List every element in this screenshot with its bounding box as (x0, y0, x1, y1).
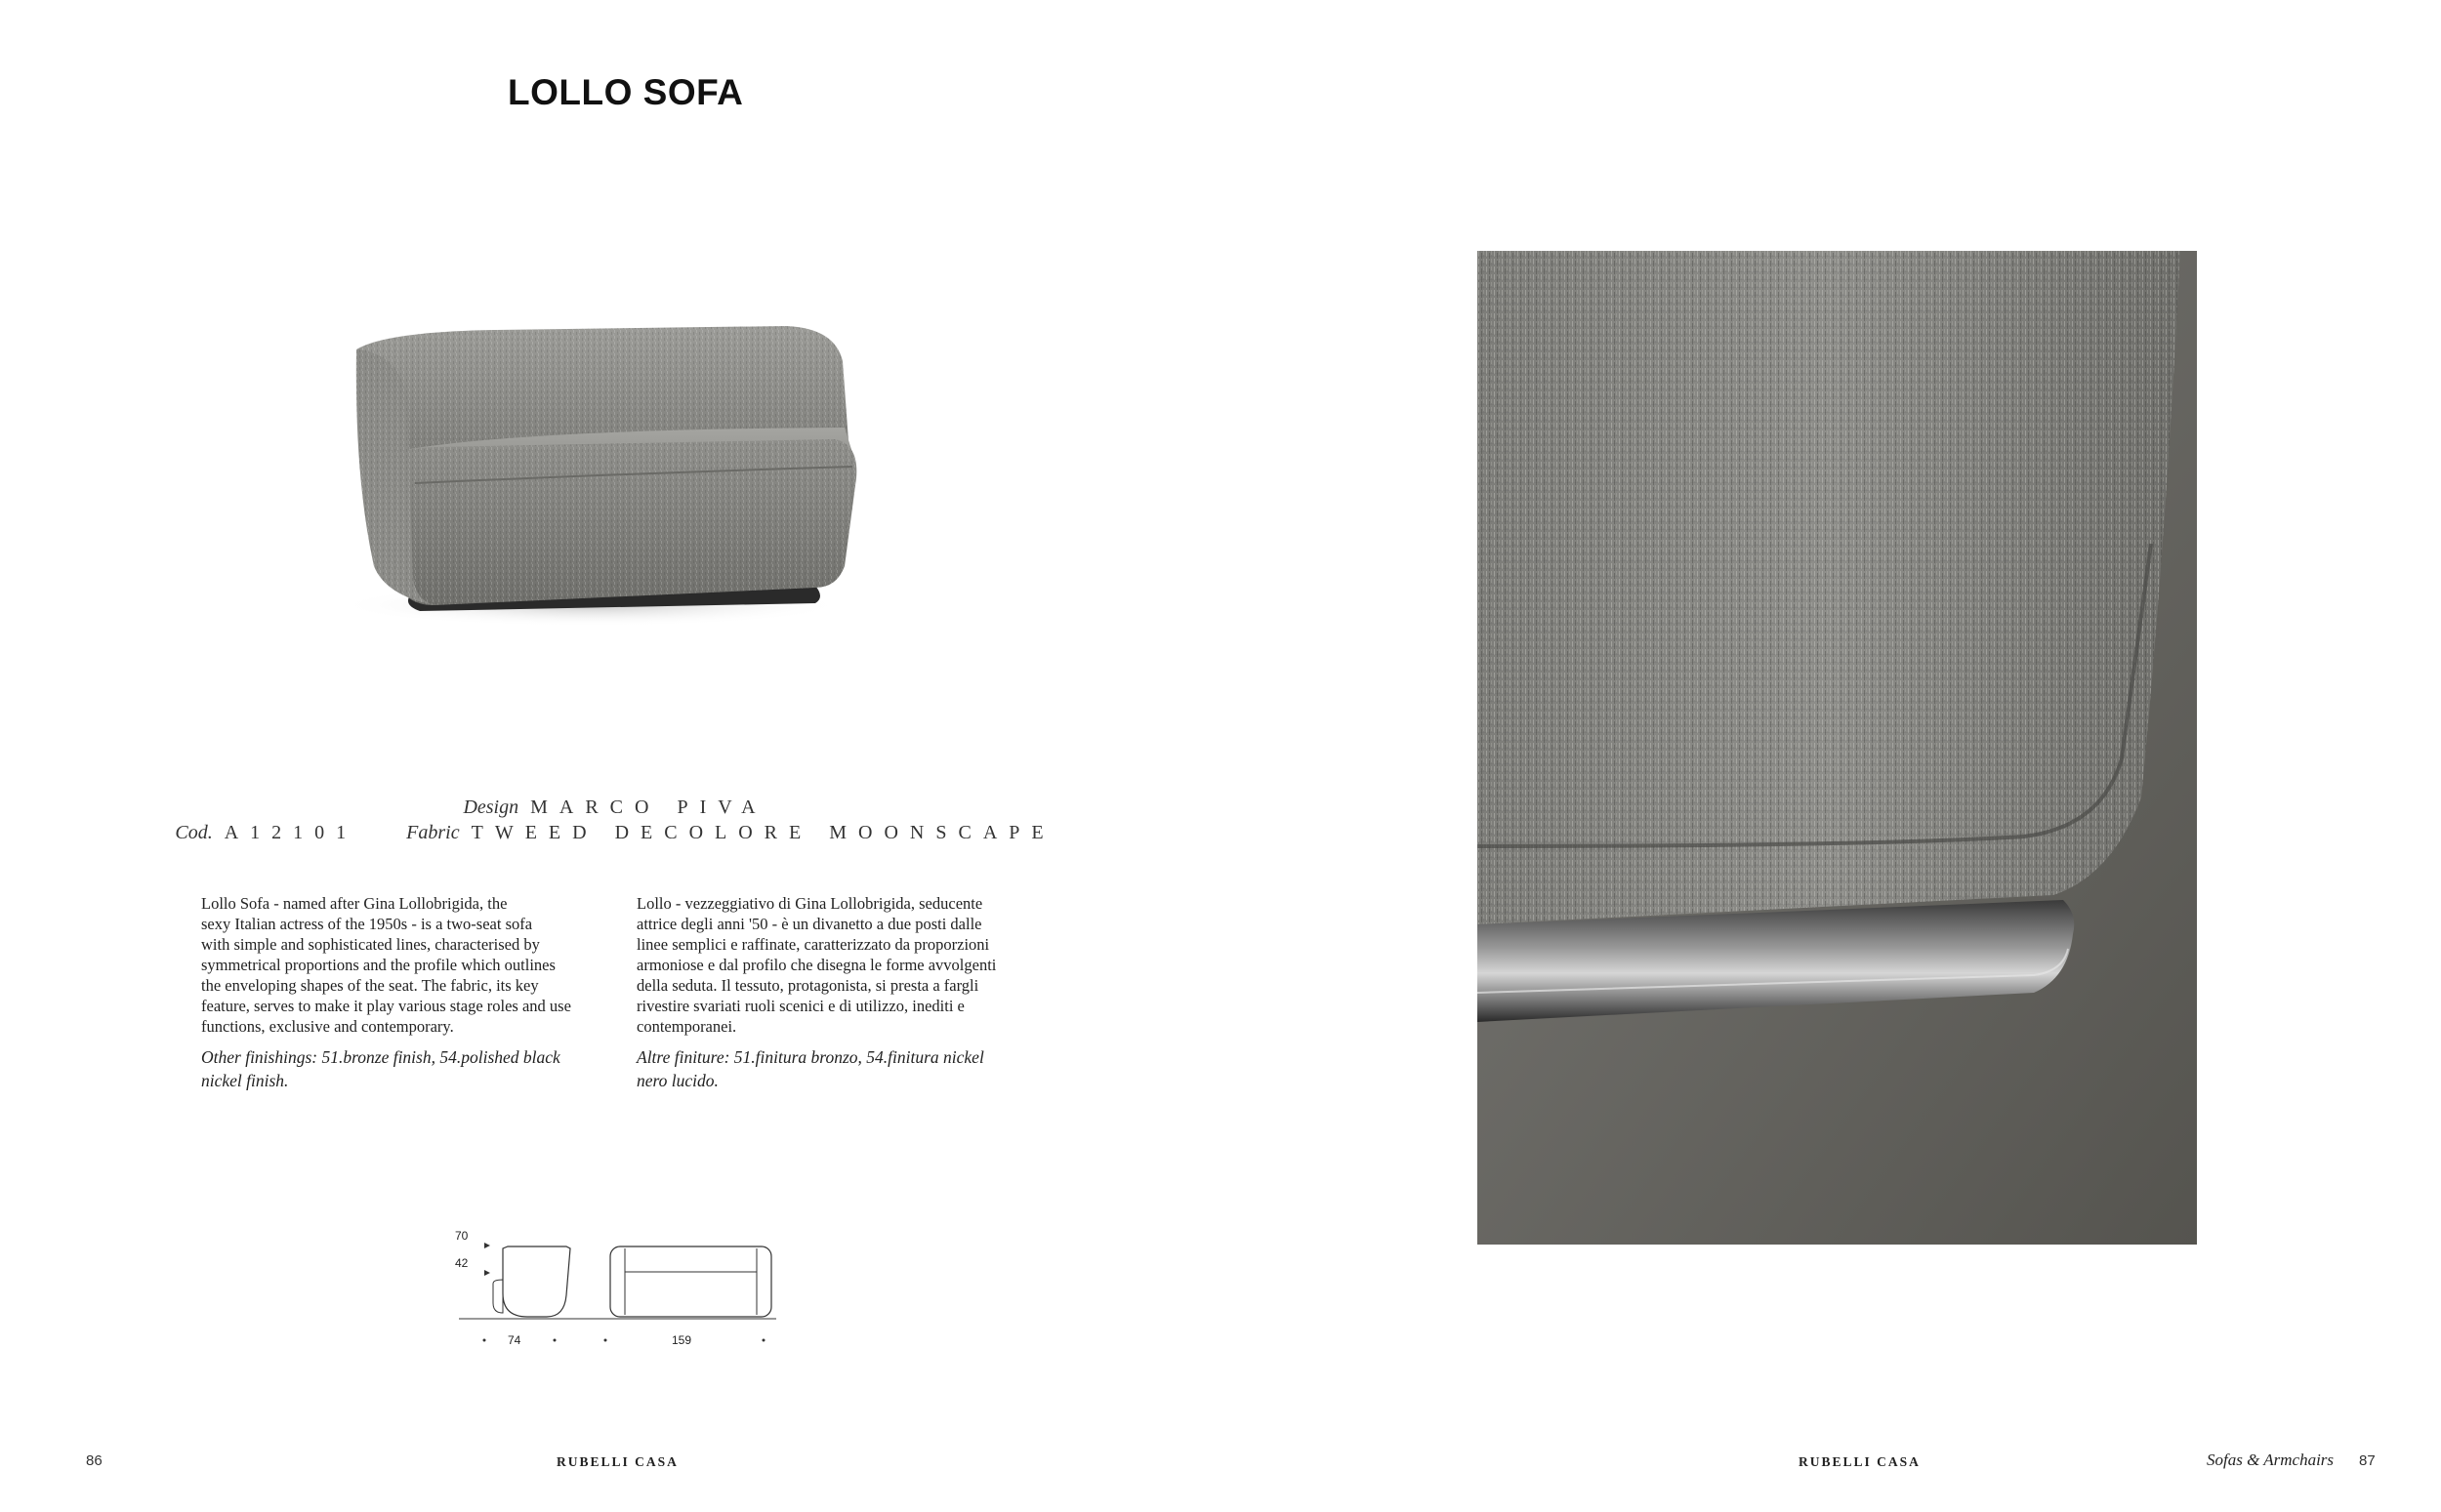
product-code: A12101 (224, 822, 358, 843)
finishings-english (201, 1045, 601, 1092)
description-line: symmetrical proportions and the profile which outlines (201, 956, 556, 974)
description-line: Lollo - vezzeggiativo di Gina Lollobrigida, seducente (637, 894, 983, 913)
height-total-label: 70 (455, 1229, 469, 1243)
page-title: LOLLO SOFA (508, 72, 744, 112)
section-title: Sofas & Armchairs (2207, 1451, 2335, 1469)
description-line: attrice degli anni '50 - è un divanetto a due posti dalle (637, 915, 982, 933)
right-page-number: 87 (2359, 1452, 2376, 1469)
finishings-line: nero lucido. (637, 1071, 719, 1090)
depth-label: 74 (508, 1333, 521, 1347)
description-italian (637, 893, 1037, 1101)
description-line: della seduta. Il tessuto, protagonista, si presta a fargli (637, 976, 979, 995)
fabric-detail-image (1477, 251, 2197, 1245)
finishings-line: Other finishings: 51.bronze finish, 54.polished black (201, 1047, 560, 1067)
description-line: linee semplici e raffinate, caratterizzato da proporzioni (637, 935, 990, 954)
description-line: rivestire svariati ruoli scenici e di utilizzo, inediti e (637, 997, 965, 1015)
fabric-name: TWEED DECOLORE MOONSCAPE (471, 822, 1055, 843)
description-line: with simple and sophisticated lines, characterised by (201, 935, 540, 954)
finishings-line: nickel finish. (201, 1071, 289, 1090)
description-line: feature, serves to make it play various stage roles and use (201, 997, 571, 1015)
finishings-line: Altre finiture: 51.finitura bronzo, 54.finitura nickel (637, 1047, 984, 1067)
description-line: sexy Italian actress of the 1950s - is a two-seat sofa (201, 915, 533, 933)
width-label: 159 (672, 1333, 692, 1347)
description-line: Lollo Sofa - named after Gina Lollobrigida, the (201, 894, 508, 913)
right-brand: RUBELLI CASA (1799, 1454, 1921, 1469)
left-brand: RUBELLI CASA (557, 1454, 679, 1469)
code-label: Cod. (175, 822, 213, 843)
description-line: functions, exclusive and contemporary. (201, 1017, 454, 1036)
finishings-italian (637, 1045, 1037, 1092)
sofa-product-image (239, 283, 923, 693)
description-line: armoniose e dal profilo che disegna le forme avvolgenti (637, 956, 997, 974)
left-page-number: 86 (86, 1452, 103, 1469)
code-fabric-line (146, 822, 1084, 844)
description-line: the enveloping shapes of the seat. The fabric, its key (201, 976, 539, 995)
designer-line (146, 797, 1084, 819)
description-english (201, 893, 601, 1101)
height-seat-label: 42 (455, 1256, 469, 1270)
fabric-label: Fabric (406, 822, 460, 843)
description-line: contemporanei. (637, 1017, 737, 1036)
dimension-drawing (449, 1225, 781, 1347)
design-label: Design (463, 797, 519, 818)
designer-name: MARCO PIVA (530, 797, 767, 818)
